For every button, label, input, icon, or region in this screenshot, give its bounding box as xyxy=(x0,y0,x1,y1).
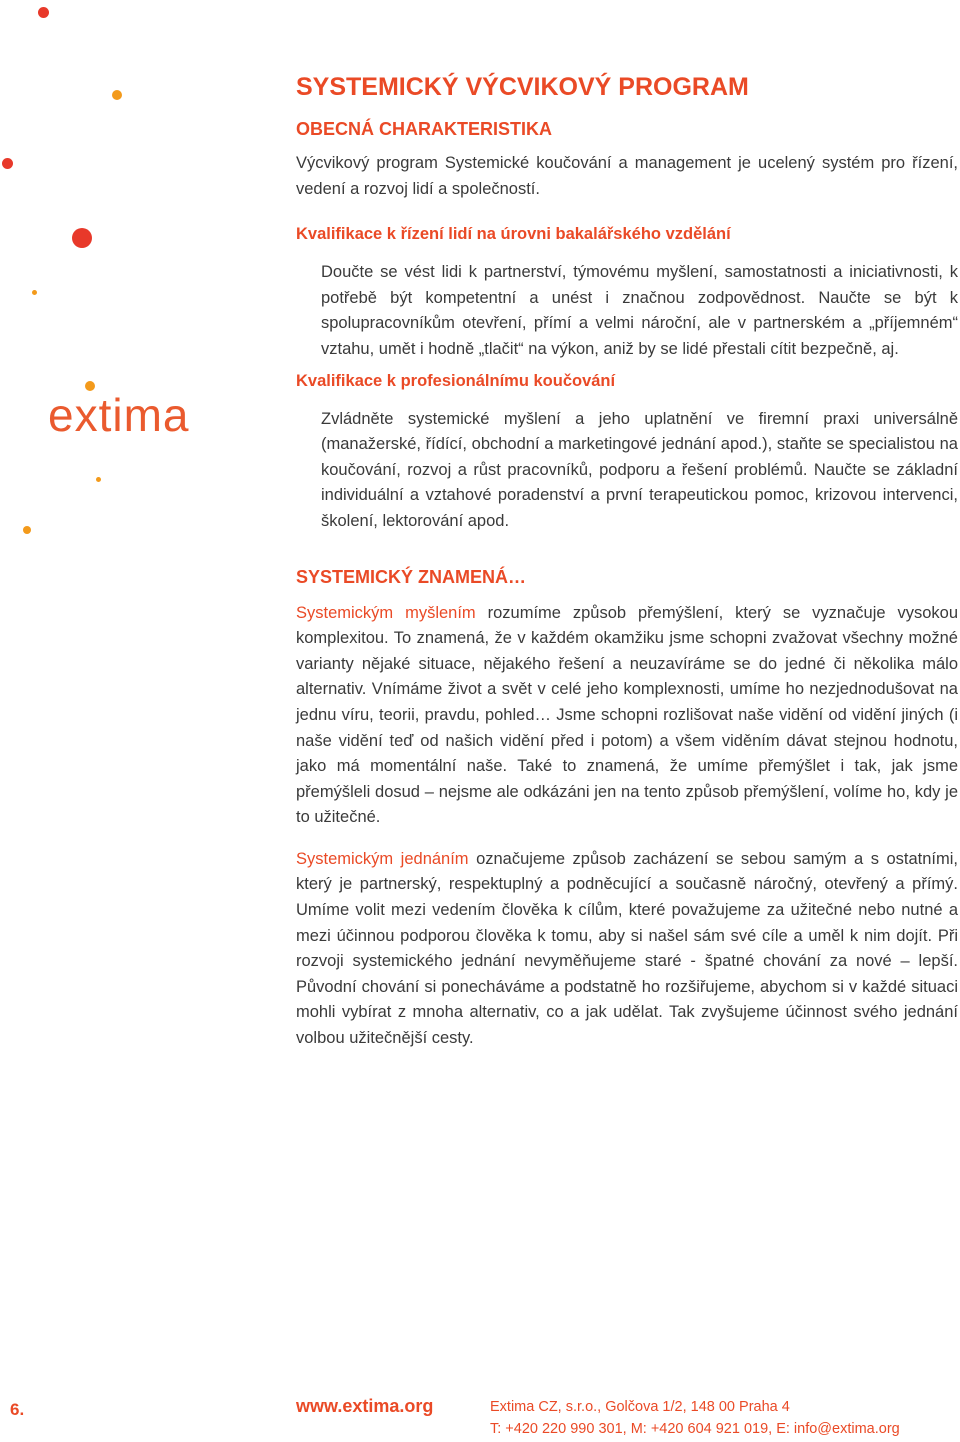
paragraph-text: označujeme způsob zacházení se sebou samým a s ostatními, který je partnerský, respektuplný a podněcující a současně náročný, otevřený a přímý. Umíme volit mezi vedením člověka k cílům, které považujeme za užitečné nebo nutné a mezi účinnou podporou člověka k tomu, aby si našel sám své cíle a uměl k nim dojít. Při rozvoji systemického jednání nevyměňujeme staré - špatné chování za nové – lepší. Původní chování si ponecháváme a podstatně ho rozšiřujeme, abychom si v každé situaci mohli vybírat z mnoha alternativ, co a jak udělat. Tak zvyšujeme účinnost svého jednání volbou užitečnější cesty. xyxy=(296,849,958,1048)
company-address xyxy=(490,1396,900,1440)
qualification-text: Zvládněte systemické myšlení a jeho uplatnění ve firemní praxi universálně (manažerské, řídící, obchodní a marketingové jednání apod.), staňte se specialistou na koučování, rozvoj a růst pracovníků, podporu a řešení problémů. Naučte se základní individuální a vztahové poradenství a první terapeutickou pomoc, krizovou intervenci, školení, lektorování apod. xyxy=(321,409,958,530)
decor-dot xyxy=(96,477,101,482)
qualification-text: Doučte se vést lidi k partnerství, týmovému myšlení, samostatnosti a iniciativnosti, k potřebě být kompetentní a unést i značnou zodpovědnost. Naučte se být k spolupracovníkům otevření, přímí a velmi nároční, ale v partnerském a „příjemném“ vztahu, umět i hodně „tlačit“ na výkon, aniž by se lidé přestali cítit bezpečně, aj. xyxy=(321,263,958,358)
qualification-heading: Kvalifikace k řízení lidí na úrovni bakalářského vzdělání xyxy=(296,225,731,244)
qualification-heading: Kvalifikace k profesionálnímu koučování xyxy=(296,371,616,390)
paragraph xyxy=(296,847,958,1052)
decor-dot xyxy=(2,158,13,169)
section-heading: SYSTEMICKÝ ZNAMENÁ… xyxy=(296,566,527,587)
decor-dot xyxy=(23,526,31,534)
page-number: 6. xyxy=(10,1400,25,1419)
decor-dot xyxy=(112,90,122,100)
website-link[interactable]: www.extima.org xyxy=(296,1396,434,1416)
decor-dot xyxy=(72,228,92,248)
extima-logo[interactable]: extima xyxy=(48,389,190,441)
paragraph-text: rozumíme způsob přemýšlení, který se vyznačuje vysokou komplexitou. To znamená, že v každém okamžiku jsme schopni zvažovat všechny možné varianty nějaké situace, nějakého řešení a neuzavíráme se do jedné či několika málo alternativ. Vnímáme život a svět v celé jeho komplexnosti, umíme ho nezjednodušovat na jednu víru, teorii, pravdu, pohled… Jsme schopni rozlišovat naše vidění od vidění jiných (i naše vidění teď od našich vidění před i potom) a všem viděním dávat stejnou hodnotu, jako má momentální naše. Také to znamená, že umíme přemýšlet i tak, jak jsme přemýšleli dosud – nejsme ale odkázáni jen na tento způsob přemýšlení, volíme ho, kdy je to užitečné. xyxy=(296,603,958,827)
main-content xyxy=(296,68,958,1052)
page-title: SYSTEMICKÝ VÝCVIKOVÝ PROGRAM xyxy=(296,73,749,101)
paragraph xyxy=(296,601,958,831)
contact-line: T: +420 220 990 301, M: +420 604 921 019, E: info@extima.org xyxy=(490,1421,900,1437)
footer xyxy=(0,1396,960,1442)
highlighted-term: Systemickým myšlením xyxy=(296,603,476,622)
section-text: Výcvikový program Systemické koučování a management je ucelený systém pro řízení, vedení a rozvoj lidí a společností. xyxy=(296,154,958,198)
decor-dot xyxy=(32,290,37,295)
address-line: Extima CZ, s.r.o., Golčova 1/2, 148 00 Praha 4 xyxy=(490,1399,790,1415)
highlighted-term: Systemickým jednáním xyxy=(296,849,469,868)
section-heading: OBECNÁ CHARAKTERISTIKA xyxy=(296,119,552,139)
decor-dot xyxy=(38,7,49,18)
